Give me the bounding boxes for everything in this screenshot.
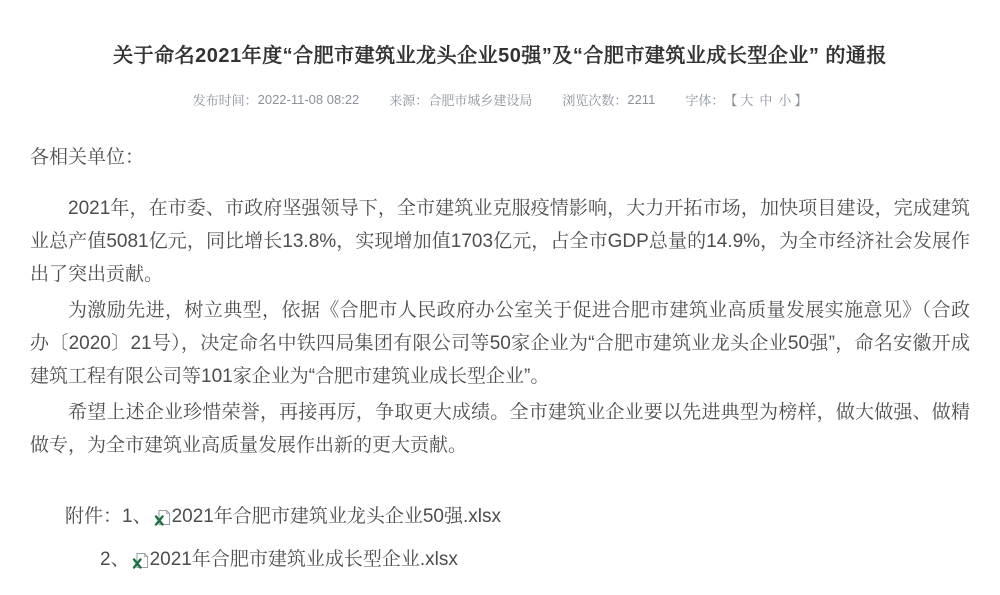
salutation: 各相关单位： [30,147,145,168]
paragraph-2: 为激励先进，树立典型，依据《合肥市人民政府办公室关于促进合肥市建筑业高质量发展实施意见》（合政办〔2020〕21号），决定命名中铁四局集团有限公司等50家企业为“合肥市建筑业龙头企业50强”，命名安徽开成建筑工程有限公司等101家企业为“合肥市建筑业成长型企业”。 [30,300,970,387]
view-count [562,90,655,109]
attachment-row [30,545,970,575]
paragraph-3: 希望上述企业珍惜荣誉，再接再厉，争取更大成绩。全市建筑业企业要以先进典型为榜样，做大做强、做精做专，为全市建筑业高质量发展作出新的更大贡献。 [30,402,970,456]
attachment-2-index: 2、 [100,549,130,570]
publish-time-value: 2022-11-08 08:22 [257,92,360,107]
article-body [30,141,970,462]
font-size-small-button[interactable]: 小 [778,93,792,108]
view-count-label: 浏览次数： [562,93,628,108]
attachment-row [30,502,970,532]
source-label: 来源： [389,93,429,108]
source [389,90,532,109]
font-size-label: 字体： [685,93,725,108]
publish-time-label: 发布时间： [192,93,258,108]
attachment-1-link[interactable]: 2021年合肥市建筑业龙头企业50强.xlsx [171,506,501,527]
attachment-2-link[interactable]: 2021年合肥市建筑业成长型企业.xlsx [149,549,458,570]
excel-file-icon [132,552,149,569]
attachments-section [30,502,970,575]
font-size-medium-button[interactable]: 中 [759,93,773,108]
font-size-bracket-open: 【 [724,93,738,108]
font-size-controls [685,90,807,109]
attachment-1-index: 1、 [122,506,152,527]
font-size-large-button[interactable]: 大 [740,93,754,108]
font-size-bracket-close: 】 [794,93,808,108]
attachments-label: 附件： [65,506,123,527]
paragraph-1: 2021年，在市委、市政府坚强领导下，全市建筑业克服疫情影响，大力开拓市场，加快项目建设，完成建筑业总产值5081亿元，同比增长13.8%，实现增加值1703亿元，占全市GDP总量的14.9%，为全市经济社会发展作出了突出贡献。 [30,198,970,285]
article-meta-bar [30,90,970,109]
excel-file-icon [154,509,171,526]
source-value: 合肥市城乡建设局 [428,93,533,108]
publish-time [193,90,360,109]
page-title: 关于命名2021年度“合肥市建筑业龙头企业50强”及“合肥市建筑业成长型企业” 的通报 [113,45,887,67]
view-count-value: 2211 [627,92,656,107]
